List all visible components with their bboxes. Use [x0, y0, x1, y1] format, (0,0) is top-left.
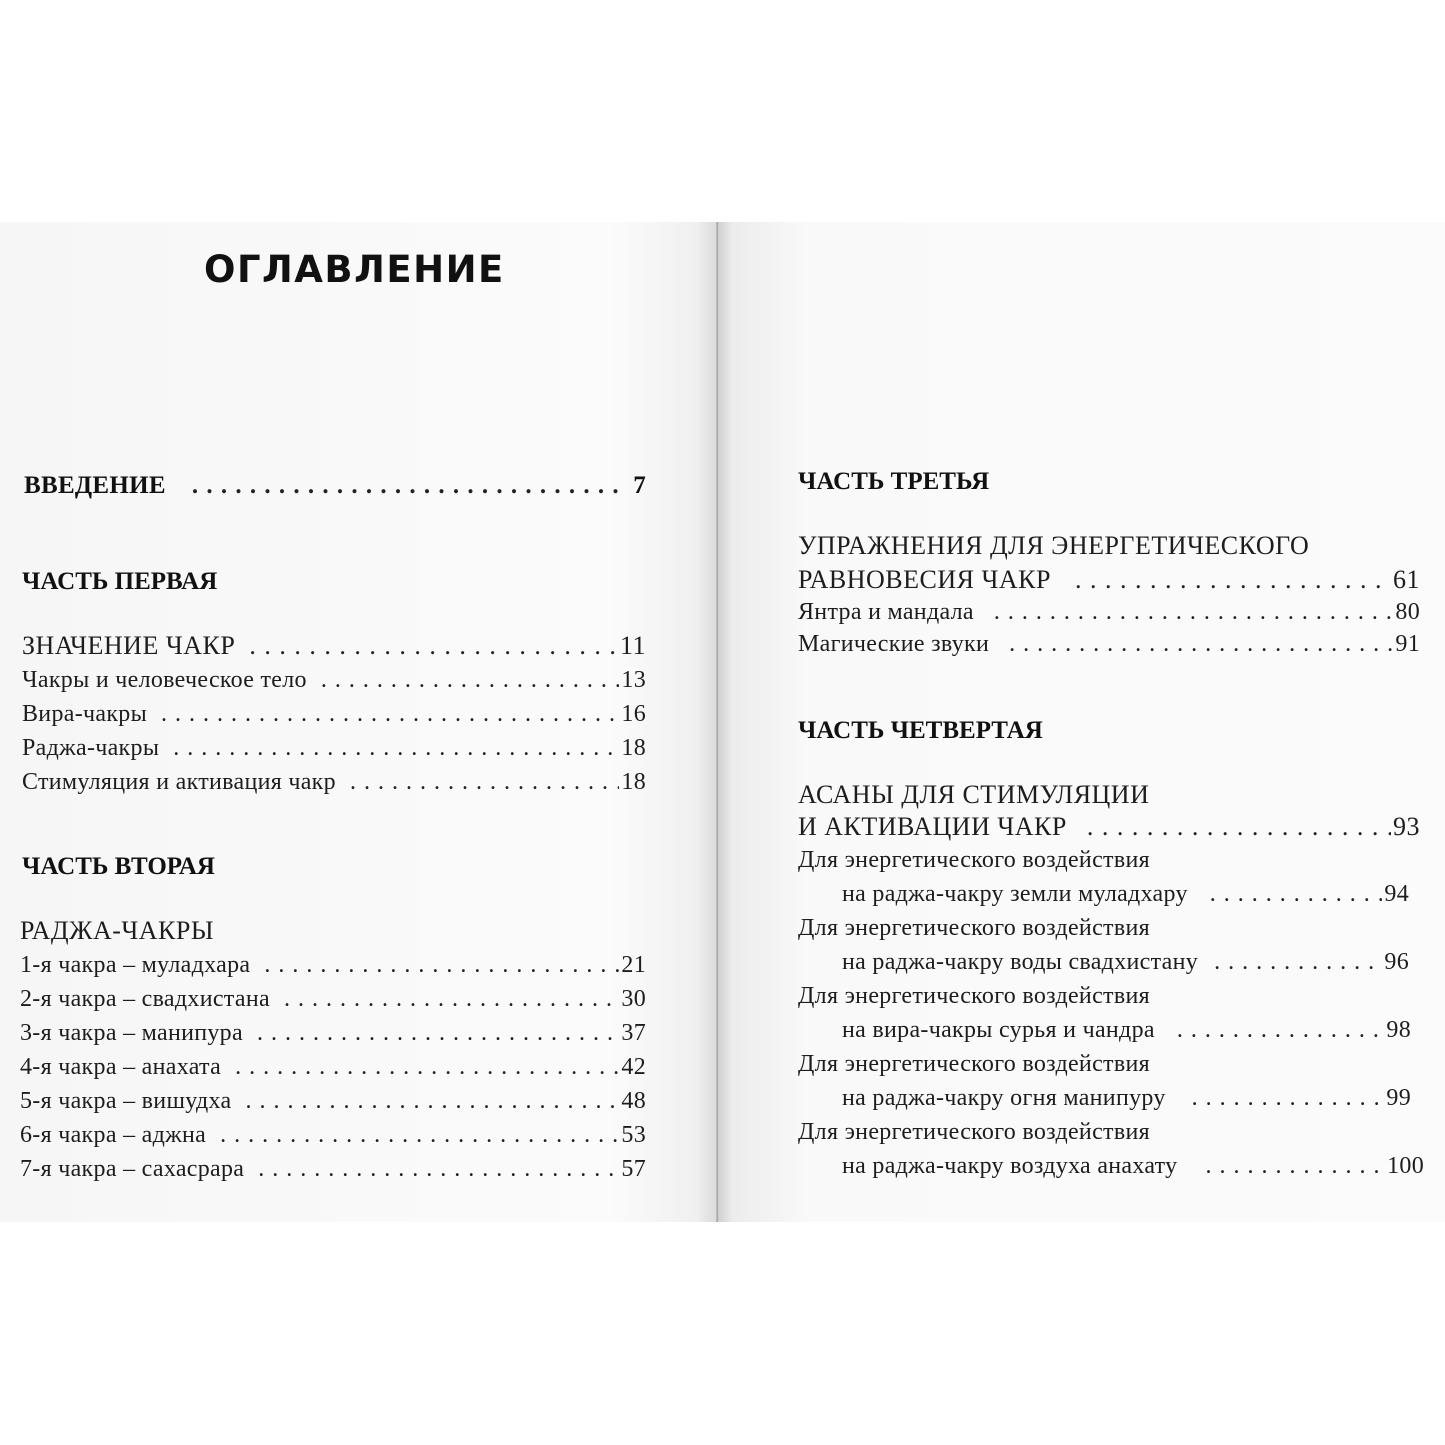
dot-leader: [1177, 1017, 1385, 1044]
entry-label: Вира-чакры: [22, 701, 148, 727]
toc-entry[interactable]: [22, 667, 646, 694]
toc-entry[interactable]: [842, 1153, 1424, 1180]
entry-label: на раджа-чакру воздуха анахату: [842, 1153, 1178, 1179]
part-three-title: ЧАСТЬ ТРЕТЬЯ: [798, 468, 990, 495]
dot-leader: [1192, 1085, 1385, 1112]
chapter-heading-line1[interactable]: АСАНЫ ДЛЯ СТИМУЛЯЦИИ: [798, 780, 1150, 809]
page-number: 37: [621, 1020, 646, 1046]
dot-leader: [235, 1054, 619, 1081]
page-number: 21: [621, 952, 646, 978]
toc-entry[interactable]: [842, 949, 1409, 976]
entry-label: 7-я чакра – сахасрара: [20, 1156, 245, 1182]
dot-leader: [220, 1122, 619, 1149]
page-number: 13: [621, 667, 646, 693]
entry-label: 1-я чакра – муладхара: [20, 952, 251, 978]
entry-label: 2-я чакра – свадхистана: [20, 986, 270, 1012]
page-number: 96: [1384, 949, 1409, 975]
page-number: 94: [1384, 881, 1409, 907]
dot-leader: [192, 472, 623, 500]
page-number: 48: [621, 1088, 646, 1114]
toc-entry[interactable]: [842, 1017, 1411, 1044]
book-spread: [0, 222, 1445, 1222]
part-four-title: ЧАСТЬ ЧЕТВЕРТАЯ: [798, 717, 1043, 744]
toc-entry-line1[interactable]: Для энергетического воздействия: [798, 915, 1150, 941]
chapter-heading[interactable]: РАДЖА-ЧАКРЫ: [20, 916, 215, 945]
toc-entry[interactable]: [842, 881, 1409, 908]
entry-label: ВВЕДЕНИЕ: [24, 472, 166, 499]
dot-leader: [1210, 881, 1383, 908]
dot-leader: [321, 667, 620, 694]
page-number: 80: [1395, 599, 1420, 625]
page-number: 99: [1386, 1085, 1411, 1111]
toc-entry[interactable]: [20, 952, 646, 979]
toc-entry-chapter[interactable]: [798, 812, 1420, 842]
dot-leader: [350, 769, 619, 796]
toc-entry-line1[interactable]: Для энергетического воздействия: [798, 847, 1150, 873]
entry-label: на раджа-чакру воды свадхистану: [842, 949, 1199, 975]
dot-leader: [249, 631, 618, 661]
page-number: 53: [621, 1122, 646, 1148]
dot-leader: [161, 701, 619, 728]
toc-entry-line1[interactable]: Для энергетического воздействия: [798, 1051, 1150, 1077]
toc-entry[interactable]: [20, 1156, 646, 1183]
dot-leader: [994, 599, 1394, 626]
entry-label: Магические звуки: [798, 631, 990, 657]
entry-label: на раджа-чакру земли муладхару: [842, 881, 1188, 907]
toc-entry-intro[interactable]: [24, 472, 646, 500]
entry-label: Янтра и мандала: [798, 599, 974, 625]
part-two-title: ЧАСТЬ ВТОРАЯ: [22, 853, 215, 880]
dot-leader: [284, 986, 619, 1013]
page-number: 61: [1393, 565, 1420, 594]
part-one-title: ЧАСТЬ ПЕРВАЯ: [22, 568, 218, 595]
page-number: 18: [621, 735, 646, 761]
dot-leader: [1087, 812, 1391, 842]
page-number: 30: [621, 986, 646, 1012]
page-number: 57: [621, 1156, 646, 1182]
dot-leader: [257, 1020, 619, 1047]
toc-entry[interactable]: [798, 631, 1420, 658]
dot-leader: [264, 952, 619, 979]
entry-label: 3-я чакра – манипура: [20, 1020, 243, 1046]
toc-entry-chapter[interactable]: [22, 631, 646, 661]
page-number: 16: [621, 701, 646, 727]
toc-entry[interactable]: [20, 1020, 646, 1047]
entry-label: Чакры и человеческое тело: [22, 667, 307, 693]
entry-label: на раджа-чакру огня манипуру: [842, 1085, 1166, 1111]
page-number: 11: [619, 631, 646, 660]
toc-entry[interactable]: [842, 1085, 1411, 1112]
entry-label: 4-я чакра – анахата: [20, 1054, 222, 1080]
toc-entry-line1[interactable]: Для энергетического воздействия: [798, 983, 1150, 1009]
toc-entry[interactable]: [20, 1054, 646, 1081]
entry-label: И АКТИВАЦИИ ЧАКР: [798, 812, 1067, 841]
dot-leader: [1214, 949, 1382, 976]
dot-leader: [258, 1156, 619, 1183]
toc-entry-chapter[interactable]: [798, 565, 1420, 595]
page-number: 7: [633, 472, 646, 499]
toc-entry[interactable]: [20, 986, 646, 1013]
toc-entry[interactable]: [22, 769, 646, 796]
dot-leader: [245, 1088, 619, 1115]
right-page: [718, 222, 1445, 1222]
left-page: [0, 222, 718, 1222]
page-number: 100: [1387, 1153, 1424, 1179]
page-number: 91: [1395, 631, 1420, 657]
toc-entry[interactable]: [20, 1122, 646, 1149]
page-number: 18: [621, 769, 646, 795]
page-number: 93: [1393, 812, 1420, 841]
toc-entry[interactable]: [22, 735, 646, 762]
toc-entry[interactable]: [20, 1088, 646, 1115]
dot-leader: [1075, 565, 1391, 595]
toc-entry[interactable]: [798, 599, 1420, 626]
chapter-heading-line1[interactable]: УПРАЖНЕНИЯ ДЛЯ ЭНЕРГЕТИЧЕСКОГО: [798, 531, 1310, 560]
entry-label: 5-я чакра – вишудха: [20, 1088, 232, 1114]
dot-leader: [173, 735, 619, 762]
entry-label: 6-я чакра – аджна: [20, 1122, 207, 1148]
entry-label: РАВНОВЕСИЯ ЧАКР: [798, 565, 1051, 594]
entry-label: Раджа-чакры: [22, 735, 160, 761]
toc-entry-line1[interactable]: Для энергетического воздействия: [798, 1119, 1150, 1145]
page-number: 98: [1386, 1017, 1411, 1043]
dot-leader: [1009, 631, 1393, 658]
toc-title: ОГЛАВЛЕНИЕ: [204, 248, 505, 291]
toc-entry[interactable]: [22, 701, 646, 728]
page-number: 42: [621, 1054, 646, 1080]
entry-label: ЗНАЧЕНИЕ ЧАКР: [22, 631, 236, 660]
entry-label: Стимуляция и активация чакр: [22, 769, 336, 795]
entry-label: на вира-чакры сурья и чандра: [842, 1017, 1155, 1043]
dot-leader: [1205, 1153, 1385, 1180]
